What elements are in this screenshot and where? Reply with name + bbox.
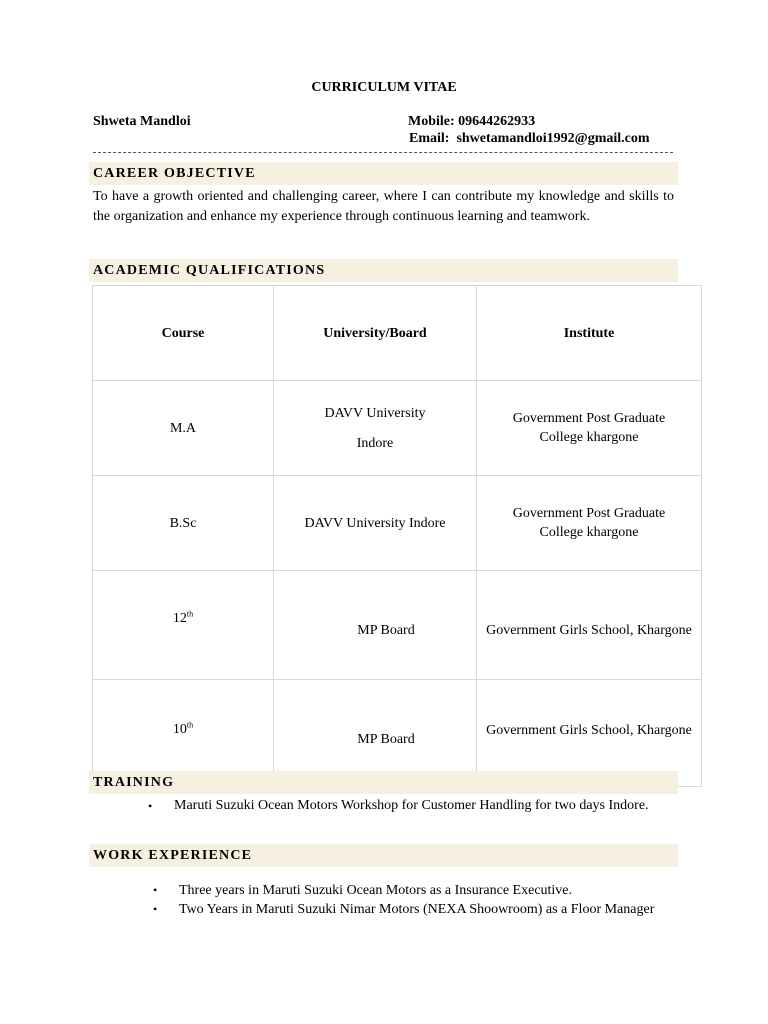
bullet-icon: • [148,799,153,813]
bullet-icon: • [153,883,158,897]
course-suffix: th [186,719,194,729]
university-cell: MP Board [274,571,477,680]
list-item [148,797,698,815]
university-cell [274,381,477,476]
university-line: DAVV University [324,405,426,421]
course-number: 10 [172,721,187,737]
training-list [148,797,698,815]
course-suffix: th [186,608,194,618]
course-number: 12 [172,610,187,626]
column-header-course: Course [93,286,274,381]
table-row [93,571,702,680]
work-item-text: Two Years in Maruti Suzuki Nimar Motors (NEXA Shoowroom) as a Floor Manager [179,902,655,917]
institute-cell: Government Post Graduate College khargone [477,381,702,476]
university-cell: DAVV University Indore [274,476,477,571]
academic-qualifications-heading: ACADEMIC QUALIFICATIONS [89,259,678,282]
institute-cell: Government Girls School, Khargone [477,571,702,680]
table-row [93,476,702,571]
career-objective-heading: CAREER OBJECTIVE [89,162,678,185]
table-header-row [93,286,702,381]
column-header-university: University/Board [274,286,477,381]
work-experience-heading: WORK EXPERIENCE [89,844,678,867]
course-cell: B.Sc [93,476,274,571]
header-divider [93,152,673,153]
institute-cell: Government Girls School, Khargone [477,680,702,787]
document-title: CURRICULUM VITAE [311,80,457,95]
list-item [153,900,685,919]
bullet-icon: • [153,902,158,916]
career-objective-text: To have a growth oriented and challenging career, where I can contribute my knowledge and skills to the organization and enhance my experience through continuous learning and teamwork. [93,189,674,224]
column-header-institute: Institute [477,286,702,381]
course-cell [93,571,274,680]
academic-table [92,285,702,787]
university-cell: MP Board [274,680,477,787]
email-address: Email: shwetamandloi1992@gmail.com [409,131,650,146]
course-cell: M.A [93,381,274,476]
university-line: Indore [356,435,394,451]
work-item-text: Three years in Maruti Suzuki Ocean Motors as a Insurance Executive. [179,883,573,898]
training-item-text: Maruti Suzuki Ocean Motors Workshop for Customer Handling for two days Indore. [174,798,649,813]
table-row [93,381,702,476]
training-heading: TRAINING [89,771,678,794]
mobile-number: Mobile: 09644262933 [408,114,536,129]
list-item [153,881,685,900]
institute-cell: Government Post Graduate College khargone [477,476,702,571]
candidate-name: Shweta Mandloi [93,114,191,129]
work-experience-list [153,881,685,919]
